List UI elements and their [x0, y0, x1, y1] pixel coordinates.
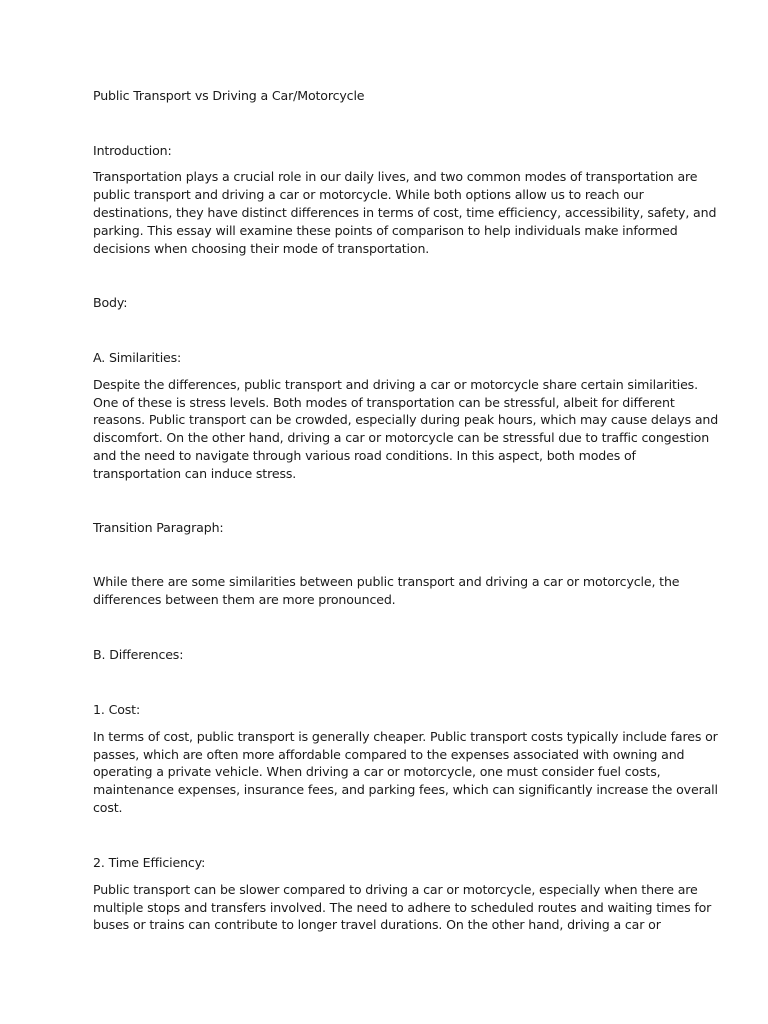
introduction-line: Transportation plays a crucial role in our daily lives, and two common modes of transportation are: [93, 169, 698, 184]
introduction-line: destinations, they have distinct differences in terms of cost, time efficiency, accessibility, safety, and: [93, 205, 717, 220]
transition-line: differences between them are more pronounced.: [93, 592, 396, 607]
similarities-line: reasons. Public transport can be crowded, especially during peak hours, which may cause delays and: [93, 412, 719, 427]
body-heading: Body:: [93, 295, 128, 310]
document-title: Public Transport vs Driving a Car/Motorcycle: [93, 88, 365, 103]
cost-heading: 1. Cost:: [93, 702, 141, 717]
transition-line: While there are some similarities between public transport and driving a car or motorcycle, the: [93, 574, 680, 589]
similarities-line: One of these is stress levels. Both modes of transportation can be stressful, albeit for different: [93, 395, 675, 410]
introduction-line: decisions when choosing their mode of transportation.: [93, 241, 430, 256]
time-efficiency-line: Public transport can be slower compared to driving a car or motorcycle, especially when there are: [93, 882, 698, 897]
similarities-line: Despite the differences, public transport and driving a car or motorcycle share certain similarities.: [93, 377, 698, 392]
cost-line: passes, which are often more affordable compared to the expenses associated with owning and: [93, 747, 685, 762]
time-efficiency-line: buses or trains can contribute to longer travel durations. On the other hand, driving a car or: [93, 917, 661, 932]
time-efficiency-heading: 2. Time Efficiency:: [93, 855, 206, 870]
cost-line: operating a private vehicle. When driving a car or motorcycle, one must consider fuel costs,: [93, 764, 661, 779]
cost-line: cost.: [93, 800, 123, 815]
similarities-line: discomfort. On the other hand, driving a car or motorcycle can be stressful due to traffic congestion: [93, 430, 710, 445]
similarities-line: and the need to navigate through various road conditions. In this aspect, both modes of: [93, 448, 636, 463]
differences-heading: B. Differences:: [93, 647, 184, 662]
introduction-heading: Introduction:: [93, 143, 172, 158]
introduction-line: parking. This essay will examine these points of comparison to help individuals make informed: [93, 223, 678, 238]
cost-line: maintenance expenses, insurance fees, and parking fees, which can significantly increase the overall: [93, 782, 718, 797]
similarities-heading: A. Similarities:: [93, 350, 182, 365]
cost-line: In terms of cost, public transport is generally cheaper. Public transport costs typically include fares or: [93, 729, 718, 744]
time-efficiency-line: multiple stops and transfers involved. The need to adhere to scheduled routes and waiting times for: [93, 900, 712, 915]
introduction-line: public transport and driving a car or motorcycle. While both options allow us to reach our: [93, 187, 644, 202]
similarities-line: transportation can induce stress.: [93, 466, 297, 481]
transition-heading: Transition Paragraph:: [93, 520, 224, 535]
